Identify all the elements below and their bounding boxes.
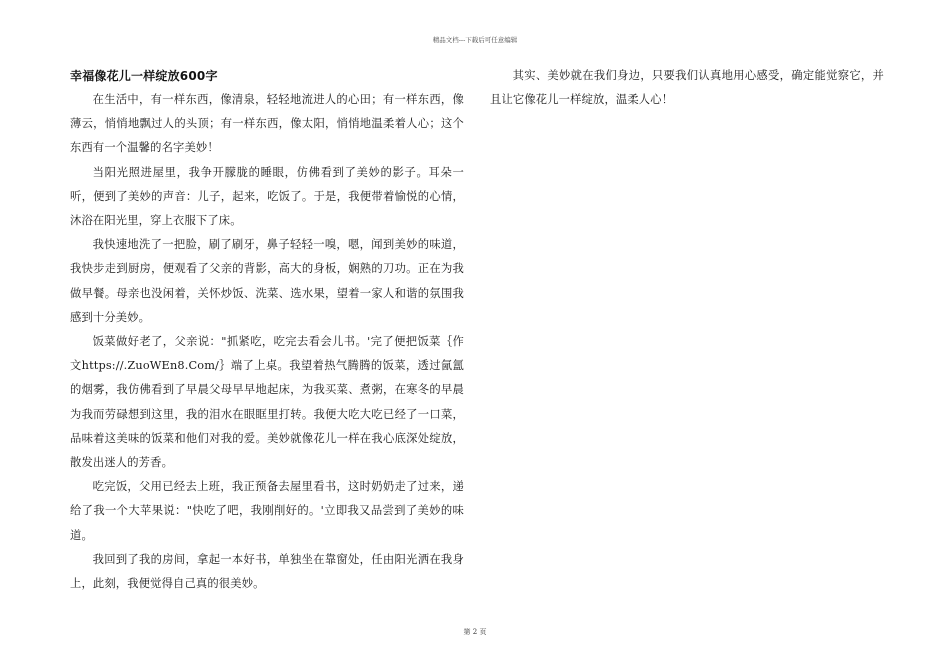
- paragraph: 饭菜做好老了，父亲说："抓紧吃，吃完去看会儿书。'完了便把饭菜｛作文https://.ZuoWEn8.Com/｝端了上桌。我望着热气腾腾的饭菜，透过氤氲的烟雾，我仿佛看到了早晨父母早早地起床，为我买菜、煮粥，在寒冬的早晨为我而劳碌想到这里，我的泪水在眼眶里打转。我便大吃大吃已经了一口菜，品味着这美味的饭菜和他们对我的爱。美妙就像花儿一样在我心底深处绽放，散发出迷人的芳香。: [70, 335, 464, 470]
- paragraph: 我回到了我的房间，拿起一本好书，单独坐在靠窗处，任由阳光洒在我身上，此刻，我便觉得自己真的很美妙。: [70, 552, 464, 591]
- page-number: 第 2 页: [463, 628, 487, 636]
- right-column: [490, 64, 884, 112]
- left-column: [70, 64, 464, 596]
- paragraph: 当阳光照进屋里，我争开朦胧的睡眼，仿佛看到了美妙的影子。耳朵一听，便到了美妙的声音：儿子，起来，吃饭了。于是，我便带着愉悦的心情，沐浴在阳光里，穿上衣服下了床。: [70, 165, 464, 228]
- paragraph: 吃完饭，父用已经去上班，我正预备去屋里看书，这时奶奶走了过来，递给了我一个大苹果说："快吃了吧，我刚削好的。'立即我又品尝到了美妙的味道。: [70, 480, 464, 542]
- article-title: 幸福像花儿一样绽放600字: [70, 69, 218, 83]
- page-header: 精品文档---下载后可任意编辑: [432, 36, 518, 44]
- paragraph: 在生活中，有一样东西，像清泉，轻轻地流进人的心田；有一样东西，像薄云，悄悄地飘过人的头顶；有一样东西，像太阳，悄悄地温柔着人心；这个东西有一个温馨的名字美妙！: [70, 93, 464, 155]
- paragraph: 我快速地洗了一把脸，刷了刷牙，鼻子轻轻一嗅，嗯，闻到美妙的味道，我快步走到厨房，便观看了父亲的背影，高大的身板，娴熟的刀功。正在为我做早餐。母亲也没闲着，关怀炒饭、洗菜、选水果，望着一家人和谐的氛围我感到十分美妙。: [70, 238, 464, 324]
- closing-paragraph: 其实、美妙就在我们身边，只要我们认真地用心感受，确定能觉察它，并且让它像花儿一样绽放，温柔人心！: [490, 69, 884, 107]
